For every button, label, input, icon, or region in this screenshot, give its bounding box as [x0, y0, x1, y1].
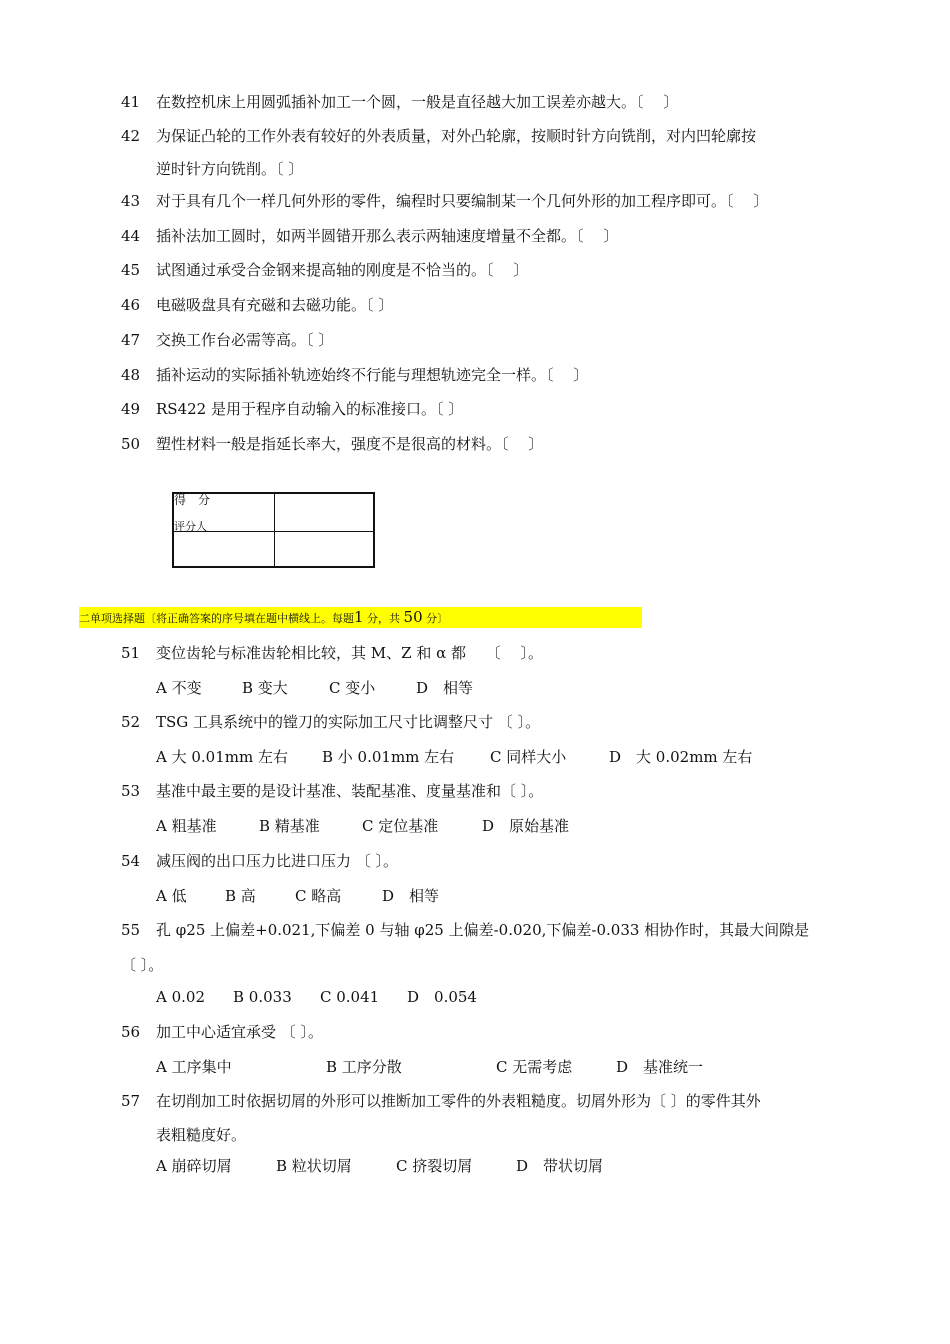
question-number: 53: [121, 782, 141, 800]
question-number: 44: [121, 227, 141, 245]
question-text: 为保证凸轮的工作外表有较好的外表质量，对外凸轮廓，按顺时针方向铣削，对内凹轮廓按: [156, 127, 757, 145]
question-text: 在数控机床上用圆弧插补加工一个圆，一般是直径越大加工误差亦越大。〔 〕: [156, 93, 679, 111]
score-table: [172, 492, 375, 568]
question-text: TSG 工具系统中的镗刀的实际加工尺寸比调整尺寸 〔 〕。: [156, 713, 541, 731]
option-a: A 大 0.01mm 左右: [156, 748, 288, 766]
section-title-end: 分〕: [426, 612, 449, 625]
question-text-continued: 表粗糙度好。: [156, 1126, 247, 1144]
section-title: 二单项选择题〔将正确答案的序号填在题中横线上。每题: [79, 612, 354, 625]
grader-label: 评分人: [174, 520, 207, 533]
question-number: 42: [121, 127, 141, 145]
option-d: D 相等: [416, 679, 474, 697]
option-b: B 精基准: [259, 817, 320, 835]
question-text: 加工中心适宜承受 〔 〕。: [156, 1023, 324, 1041]
option-a: A 崩碎切屑: [156, 1157, 232, 1175]
question-text: 在切削加工时依据切屑的外形可以推断加工零件的外表粗糙度。切屑外形为〔 〕的零件其外: [156, 1092, 761, 1110]
option-c: C 挤裂切屑: [396, 1157, 473, 1175]
question-number: 51: [121, 644, 141, 662]
option-c: C 同样大小: [490, 748, 567, 766]
option-b: B 高: [225, 887, 256, 905]
option-b: B 变大: [242, 679, 288, 697]
question-text: 试图通过承受合金钢来提高轴的刚度是不恰当的。〔 〕: [156, 261, 529, 279]
option-c: C 无需考虑: [496, 1058, 573, 1076]
option-d: D 原始基准: [482, 817, 570, 835]
question-text: 塑性材料一般是指延长率大，强度不是很高的材料。〔 〕: [156, 435, 544, 453]
option-c: C 0.041: [320, 988, 380, 1006]
question-text: RS422 是用于程序自动输入的标准接口。〔 〕: [156, 400, 464, 418]
question-text: 对于具有几个一样几何外形的零件，编程时只要编制某一个几何外形的加工程序即可。〔 〕: [156, 192, 769, 210]
question-text: 变位齿轮与标准齿轮相比较，其 M、Z 和 α 都 〔 〕。: [156, 644, 544, 662]
points-each: 1: [354, 608, 364, 626]
option-a: A 粗基准: [156, 817, 217, 835]
question-text: 电磁吸盘具有充磁和去磁功能。〔 〕: [156, 296, 394, 314]
question-number: 52: [121, 713, 141, 731]
question-text: 减压阀的出口压力比进口压力 〔 〕。: [156, 852, 399, 870]
question-text: 基准中最主要的是设计基准、装配基准、度量基准和〔 〕。: [156, 782, 544, 800]
option-c: C 定位基准: [362, 817, 439, 835]
question-number: 57: [121, 1092, 141, 1110]
score-label: 得 分: [174, 493, 211, 507]
question-number: 54: [121, 852, 141, 870]
option-c: C 变小: [329, 679, 376, 697]
option-d: D 大 0.02mm 左右: [609, 748, 753, 766]
question-number: 50: [121, 435, 141, 453]
question-text-continued: 逆时针方向铣削。〔 〕: [156, 160, 304, 178]
option-b: B 小 0.01mm 左右: [322, 748, 455, 766]
option-c: C 略高: [295, 887, 342, 905]
question-number: 46: [121, 296, 141, 314]
question-number: 55: [121, 921, 141, 939]
option-d: D 0.054: [407, 988, 477, 1006]
option-a: A 0.02: [156, 988, 205, 1006]
option-b: B 0.033: [233, 988, 292, 1006]
question-text: 插补法加工圆时，如两半圆错开那么表示两轴速度增量不全都。〔 〕: [156, 227, 619, 245]
option-b: B 粒状切屑: [276, 1157, 352, 1175]
question-number: 45: [121, 261, 141, 279]
option-b: B 工序分散: [326, 1058, 402, 1076]
question-number: 49: [121, 400, 141, 418]
section-header: [79, 607, 642, 628]
question-number: 43: [121, 192, 141, 210]
question-number: 47: [121, 331, 141, 349]
question-text-continued: 〔 〕。: [121, 956, 164, 974]
option-d: D 带状切屑: [516, 1157, 604, 1175]
question-number: 41: [121, 93, 141, 111]
question-text: 插补运动的实际插补轨迹始终不行能与理想轨迹完全一样。〔 〕: [156, 366, 589, 384]
option-d: D 相等: [382, 887, 440, 905]
option-a: A 低: [156, 887, 187, 905]
question-text: 孔 φ25 上偏差+0.021,下偏差 0 与轴 φ25 上偏差-0.020,下偏差-0.033 相协作时，其最大间隙是: [156, 921, 810, 939]
table-divider: [274, 494, 275, 566]
option-d: D 基准统一: [616, 1058, 704, 1076]
option-a: A 不变: [156, 679, 202, 697]
question-number: 56: [121, 1023, 141, 1041]
option-a: A 工序集中: [156, 1058, 232, 1076]
points-total: 50: [403, 608, 423, 626]
question-number: 48: [121, 366, 141, 384]
section-title-mid: 分，共: [367, 612, 401, 625]
question-text: 交换工作台必需等高。〔 〕: [156, 331, 334, 349]
